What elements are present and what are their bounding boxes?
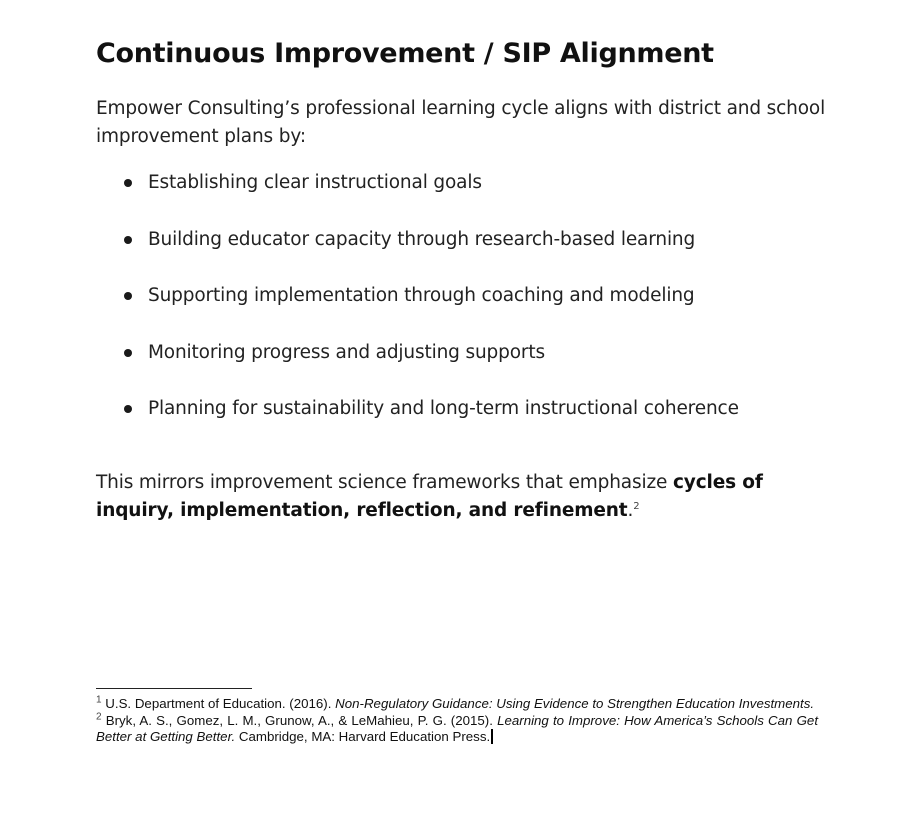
list-item bbox=[96, 339, 739, 396]
list-item-text: Establishing clear instructional goals bbox=[148, 172, 482, 193]
footnote-number: 1 bbox=[96, 694, 102, 706]
footnote-citation: U.S. Department of Education. (2016). bbox=[105, 696, 336, 711]
section-heading: Continuous Improvement / SIP Alignment bbox=[96, 38, 714, 69]
footnote-title: Learning to Improve: How America’s Schools Can Get Better at Getting Better. bbox=[96, 712, 819, 744]
closing-paragraph bbox=[96, 469, 836, 525]
intro-paragraph: Empower Consulting’s professional learning cycle aligns with district and school improvement plans by: bbox=[96, 98, 826, 147]
bullet-icon bbox=[124, 179, 132, 187]
footnote-publisher: Cambridge, MA: Harvard Education Press. bbox=[235, 729, 491, 744]
footnote-number: 2 bbox=[96, 711, 102, 723]
closing-text: This mirrors improvement science frameworks that emphasize bbox=[96, 472, 673, 493]
list-item bbox=[96, 169, 739, 226]
list-item-text: Supporting implementation through coaching and modeling bbox=[148, 285, 695, 306]
bullet-icon bbox=[124, 236, 132, 244]
list-item bbox=[96, 282, 739, 339]
bullet-icon bbox=[124, 405, 132, 413]
closing-period: . bbox=[627, 500, 634, 521]
footnote-2 bbox=[96, 713, 818, 746]
footnote-1 bbox=[96, 696, 818, 713]
list-item bbox=[96, 226, 739, 283]
bullet-icon bbox=[124, 292, 132, 300]
list-item-text: Building educator capacity through research-based learning bbox=[148, 228, 696, 250]
bullet-icon bbox=[124, 349, 132, 357]
footnote-separator bbox=[96, 688, 252, 689]
footnote-reference[interactable]: 2 bbox=[633, 500, 640, 512]
list-item-text: Monitoring progress and adjusting supports bbox=[148, 341, 545, 363]
list-item bbox=[96, 395, 739, 452]
text-cursor bbox=[491, 729, 493, 744]
footnotes bbox=[96, 696, 818, 746]
footnote-title: Non-Regulatory Guidance: Using Evidence to Strengthen Education Investments. bbox=[335, 696, 815, 711]
alignment-list bbox=[96, 169, 739, 452]
footnote-citation: Bryk, A. S., Gomez, L. M., Grunow, A., & LeMahieu, P. G. (2015). bbox=[105, 712, 498, 728]
list-item-text: Planning for sustainability and long-term instructional coherence bbox=[148, 398, 739, 419]
closing-bold-phrase: cycles of inquiry, implementation, reflection, and refinement bbox=[96, 472, 763, 521]
